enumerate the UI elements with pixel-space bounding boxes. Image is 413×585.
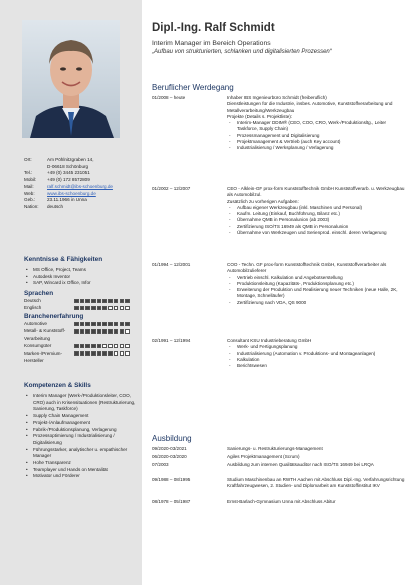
experience-entry (152, 186, 407, 236)
entry-bullet: - Berichtswesen (227, 363, 407, 369)
level-box (114, 344, 119, 349)
list-item: • Motivator und Förderer (24, 473, 136, 480)
level-box (114, 329, 119, 334)
entry-date: 09/2020-03/2021 (152, 446, 187, 451)
entry-bullet: - Zertifizierung ISO/TS 16949 als QMB in Personalunion (227, 224, 407, 230)
contact-label: Tel.: (24, 170, 33, 176)
entry-bullet: - Industrialisierung (Automation v. Produktions- und Montageanlagen) (227, 351, 407, 357)
entry-date: 02/1991 – 12/1994 (152, 338, 191, 343)
entry-bullets (227, 344, 407, 369)
entry-line: CEO - Alklein-GF prox-form Kunststofftechnik GmbH Kunststoffverarb. u. Werkzeugbau als Automobilzul. (227, 186, 405, 198)
list-item: • Führungsstarker, analytischer u. empathischer Manager (24, 447, 136, 460)
skills-heading: Kenntnisse & Fähigkeiten (24, 256, 103, 263)
level-box (91, 299, 96, 304)
contact-row (24, 157, 138, 164)
contact-value: 23.11.1966 in Unna (47, 197, 87, 203)
level-box (120, 322, 125, 327)
level-row (24, 305, 130, 311)
entry-line: Projekte (Details s. Projektliste): (227, 113, 293, 119)
level-box (91, 344, 96, 349)
experience-heading: Beruflicher Werdegang (152, 83, 234, 92)
industry-heading: Branchenerfahrung (24, 313, 84, 320)
entry-text: Ausbildung zum internen Qualitätsauditor nach ISO/TS 16949 bei LRQA (227, 462, 374, 467)
level-box (74, 322, 79, 327)
contact-label: Ort: (24, 157, 32, 162)
entry-date: 09/1988 – 08/1995 (152, 477, 191, 482)
level-box (97, 351, 102, 356)
level-row (24, 321, 130, 327)
entry-text: Agiles Projektmanagement (Scrum) (227, 454, 300, 459)
contact-link[interactable]: ralf.schmidt@ibs-schoenburg.de (47, 183, 113, 189)
education-entry (152, 499, 407, 505)
level-box (120, 329, 125, 334)
entry-bullet: - Aufbau eigener Werkzeugbau (inkl. Maschinen und Personal) (227, 205, 407, 211)
entry-date: 06/2020-03/2020 (152, 454, 187, 459)
level-box (125, 322, 130, 327)
entry-bullet: - Vertrieb einschl. Kalkulation und Angebotserstellung (227, 275, 407, 281)
entry-bullets (227, 275, 407, 306)
level-box (125, 306, 130, 311)
entry-bullet: - Übernahme QMB in Personalunion (ab 2003) (227, 217, 407, 223)
level-box (85, 322, 90, 327)
entry-bullet: - Erweiterung der Produktion und Realisierung neuer Techniken (neue Halle, 2K, Montage, Schnelläufer) (227, 287, 407, 300)
level-boxes (74, 322, 130, 327)
level-row (24, 336, 74, 342)
level-boxes (74, 351, 130, 356)
entry-date: 01/2008 – heute (152, 95, 186, 100)
level-box (91, 329, 96, 334)
level-box (74, 344, 79, 349)
education-entry (152, 454, 407, 460)
portrait-image (22, 20, 120, 138)
level-box (91, 322, 96, 327)
list-item: • Autodesk Inventor (24, 274, 136, 281)
job-title: Interim Manager im Bereich Operations (152, 40, 271, 47)
entry-date: 01/1994 – 12/2001 (152, 262, 191, 267)
level-box (85, 344, 90, 349)
level-box (102, 344, 107, 349)
level-box (80, 351, 85, 356)
contact-label: Mobil: (24, 177, 37, 183)
entry-date: 07/2003 (152, 462, 169, 467)
entry-text: Ernst-Barlach-Gymnasium Unna mit Abschluss Abitur (227, 499, 336, 504)
level-box (125, 344, 130, 349)
level-box (108, 299, 113, 304)
entry-bullets (227, 205, 407, 236)
contact-block (24, 157, 138, 211)
education-entry (152, 446, 407, 452)
level-label: Deutsch (24, 298, 41, 303)
competencies-heading: Kompetenzen & Skills (24, 382, 91, 389)
level-box (97, 306, 102, 311)
contact-row (24, 191, 138, 198)
list-item: • Supply Chain Management (24, 413, 136, 420)
entry-bullet: - Interim-Manager DDIM® (CEO, COO, CRO, Werk-/Produktionsltg., Leiter Taskforce, Supply Chain) (227, 120, 407, 133)
level-box (102, 351, 107, 356)
tagline: „Aufbau von strukturierten, schlanken und digitalisierten Prozessen“ (152, 49, 332, 55)
list-item: • Prozessoptimierung / Industrialisierung / Digitalisierung (24, 433, 136, 446)
level-box (114, 351, 119, 356)
level-box (114, 306, 119, 311)
languages-heading: Sprachen (24, 290, 54, 297)
level-box (108, 344, 113, 349)
level-box (91, 306, 96, 311)
entry-text: Studium Maschinenbau an RWTH Aachen mit Abschluss Dipl.-Ing. Verfahrungsrichtung Kraftfahrzeugwesen, 2. Studien- und Diplomarbeit am Kunststoffinstitut IKV (227, 477, 405, 489)
education-entry (152, 462, 407, 468)
contact-row (24, 204, 138, 211)
list-item: • Teamplayer und Hands on Mentalität (24, 467, 136, 474)
level-box (97, 344, 102, 349)
level-box (80, 299, 85, 304)
list-item: • Projekt-/Anlaufmanagement (24, 420, 136, 427)
level-box (120, 299, 125, 304)
level-box (85, 306, 90, 311)
contact-row (24, 170, 138, 177)
list-item: • Hohe Transparenz (24, 460, 136, 467)
contact-link[interactable]: www.ibs-schoenburg.de (47, 190, 96, 196)
contact-value: Am Pöhlnitzgraben 14, (47, 157, 94, 162)
contact-label: Nation: (24, 203, 39, 209)
contact-row (24, 164, 138, 171)
level-label: Marken-/Premium- (24, 350, 63, 356)
entry-bullets (227, 120, 407, 151)
level-boxes (74, 299, 130, 304)
contact-label (24, 164, 47, 171)
entry-bullet: - Produktionsleitung (Kapazitäts-, Produktionsplanung etc.) (227, 281, 407, 287)
level-box (74, 329, 79, 334)
level-row (24, 343, 130, 349)
contact-value: deutsch (47, 203, 64, 209)
level-box (120, 344, 125, 349)
competencies-list (24, 393, 136, 480)
contact-row (24, 184, 138, 191)
entry-content (227, 95, 407, 152)
level-box (125, 329, 130, 334)
entry-date: 08/1978 – 05/1987 (152, 499, 191, 504)
level-box (102, 306, 107, 311)
level-box (97, 322, 102, 327)
level-box (80, 344, 85, 349)
level-row (24, 358, 74, 364)
level-box (74, 306, 79, 311)
entry-bullet: - Zertifizierung nach VDA, QS 9000 (227, 300, 407, 306)
entry-date: 01/2002 – 12/2007 (152, 186, 191, 191)
list-item: • SAP, Wincard ix Office, Infor (24, 280, 136, 287)
entry-line: Consultant KSU Industrieberatung GmbH (227, 338, 312, 343)
level-box (120, 351, 125, 356)
level-label: Hersteller (24, 358, 44, 363)
contact-label: Web: (24, 190, 35, 196)
level-label: Konsumgüter (24, 343, 52, 349)
level-box (125, 299, 130, 304)
level-row (24, 328, 130, 334)
level-box (102, 322, 107, 327)
entry-bullet: - Industrialisierung / Werksplanung / Verlagerung (227, 145, 407, 151)
contact-label: Geb.: (24, 197, 36, 203)
experience-entry (152, 262, 407, 306)
level-box (108, 306, 113, 311)
level-box (97, 299, 102, 304)
contact-value: +49 (0) 3445 231051 (47, 170, 90, 176)
level-box (108, 329, 113, 334)
person-name: Dipl.-Ing. Ralf Schmidt (152, 22, 275, 34)
level-label: Metall- & Kunststoff- (24, 328, 66, 334)
level-box (80, 322, 85, 327)
entry-bullet: - Projektmanagement & Vertrieb (auch Key account) (227, 139, 407, 145)
level-box (74, 299, 79, 304)
entry-line: Inhaber IBS Ingenieurbüro Schmidt (freiberuflich) (227, 95, 327, 100)
entry-text: Sanierungs- u. Restrukturierungs-Management (227, 446, 323, 451)
level-row (24, 298, 130, 304)
list-item: • Interim Manager (Werk-/Produktionsleiter, COO, CRO) auch in Krisensituationen (Restrukturierung, Sanierung, Taskforce) (24, 393, 136, 413)
entry-content (227, 186, 407, 236)
skills-list (24, 267, 136, 287)
education-entry (152, 477, 407, 490)
entry-line: Zusätzlich zu vorherigen Aufgaben: (227, 198, 299, 204)
level-box (108, 351, 113, 356)
level-box (74, 351, 79, 356)
contact-value: +49 (0) 172 8572809 (47, 177, 90, 183)
level-box (125, 351, 130, 356)
experience-entry (152, 95, 407, 152)
level-row (24, 351, 130, 357)
education-heading: Ausbildung (152, 434, 192, 443)
level-label: Verarbeitung (24, 335, 51, 341)
level-label: Automotive (24, 321, 47, 326)
level-box (108, 322, 113, 327)
level-box (85, 329, 90, 334)
list-item: • Fabrik-/Produktionsplanung, Verlagerung (24, 427, 136, 434)
level-box (97, 329, 102, 334)
level-box (114, 299, 119, 304)
level-box (91, 351, 96, 356)
contact-row (24, 177, 138, 184)
experience-entry (152, 338, 407, 369)
level-box (114, 322, 119, 327)
entry-line: COO - Techn. GF prox-form Kunststofftechnik GmbH, Kunststoffverarbeiter als Automobilzulieferer (227, 262, 387, 274)
profile-photo (22, 20, 120, 138)
level-box (120, 306, 125, 311)
level-boxes (74, 306, 130, 311)
level-boxes (74, 344, 130, 349)
entry-bullet: - Werk- und Fertigungsplanung (227, 344, 407, 350)
level-box (80, 306, 85, 311)
level-box (102, 329, 107, 334)
entry-bullet: - Kaufm. Leitung (Einkauf, Buchführung, Bilanz etc.) (227, 211, 407, 217)
level-label: Englisch (24, 305, 42, 310)
level-boxes (74, 329, 130, 334)
entry-bullet: - Kalkulation (227, 357, 407, 363)
list-item: • MS Office, Project, Teams (24, 267, 136, 274)
entry-bullet: - Übernahme von Werkzeugen und Serienprod. einschl. deren Verlagerung (227, 230, 407, 236)
entry-content (227, 262, 407, 306)
contact-label: Mail: (24, 183, 34, 189)
level-box (102, 299, 107, 304)
level-box (80, 329, 85, 334)
entry-line: Dienstleistungen für die Industrie, insbes. Automotive, Kunststoffverarbeitung und Metallverarbeitung/Werkzeugbau (227, 101, 393, 113)
contact-value: D-06618 Schönburg (47, 163, 89, 169)
entry-bullet: - Prozessmanagement und Digitalisierung (227, 133, 407, 139)
entry-content (227, 338, 407, 369)
level-box (85, 299, 90, 304)
level-box (85, 351, 90, 356)
contact-row (24, 197, 138, 204)
